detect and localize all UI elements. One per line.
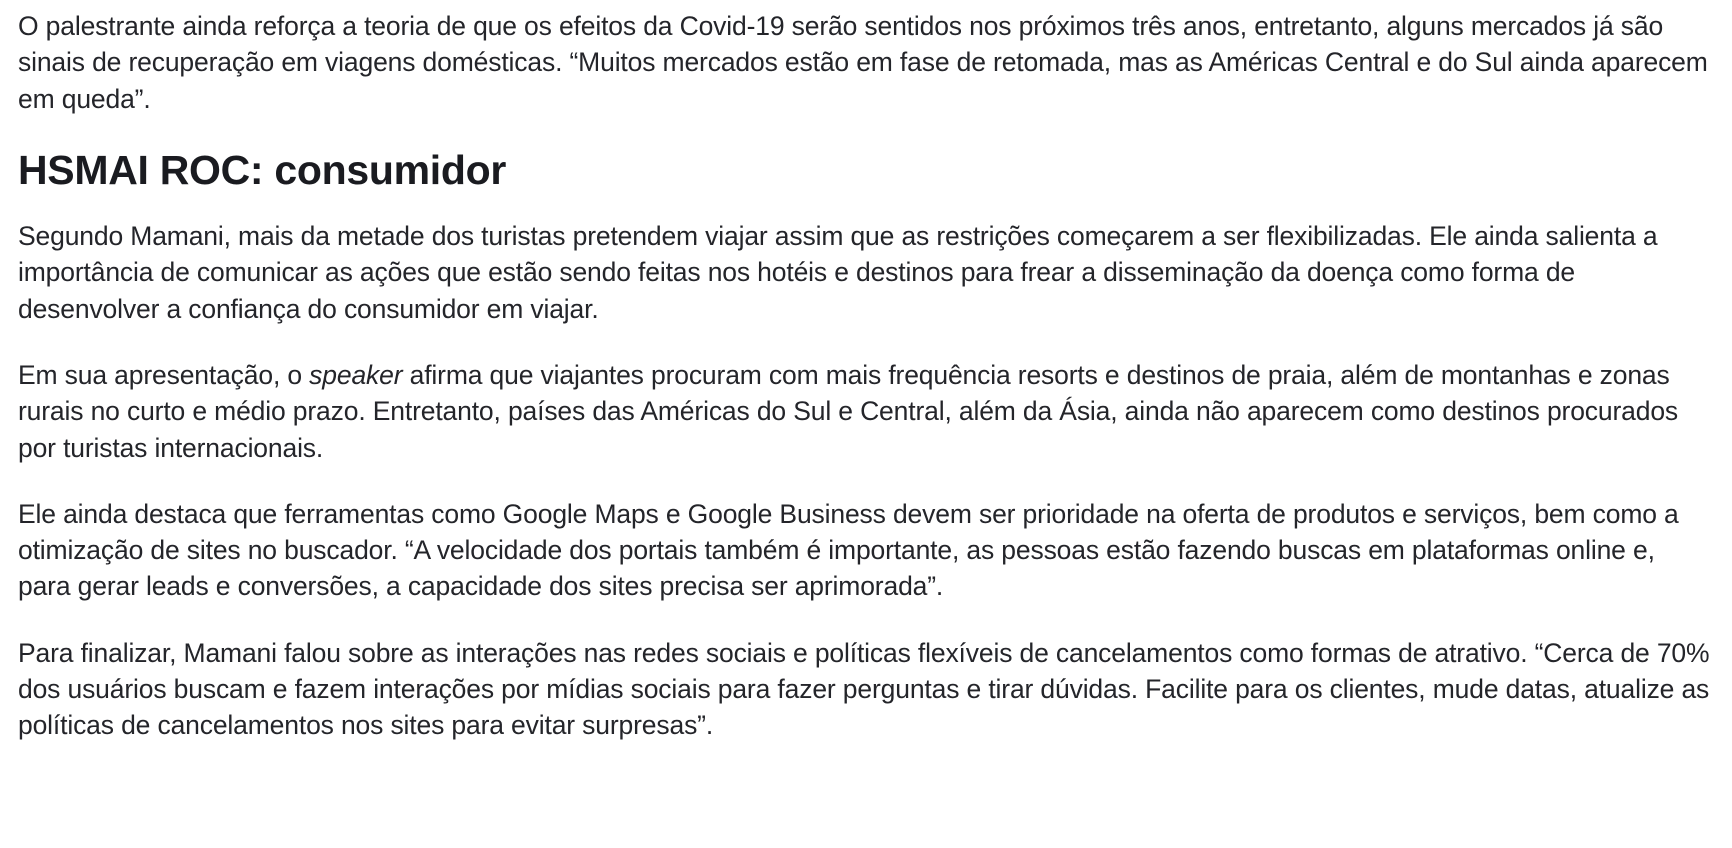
paragraph-speaker-destinations xyxy=(18,357,1710,466)
emphasis-speaker: speaker xyxy=(309,359,403,390)
section-heading-consumidor: HSMAI ROC: consumidor xyxy=(18,146,506,193)
paragraph-intro: O palestrante ainda reforça a teoria de que os efeitos da Covid-19 serão sentidos nos próximos três anos, entretanto, alguns mercados já são sinais de recuperação em viagens domésticas. “Muitos mercados estão em fase de retomada, mas as Américas Central e do Sul ainda aparecem em queda”. xyxy=(18,11,1708,114)
paragraph-social-media: Para finalizar, Mamani falou sobre as interações nas redes sociais e políticas flexíveis de cancelamentos como formas de atrativo. “Cerca de 70% dos usuários buscam e fazem interações por mídias sociais para fazer perguntas e tirar dúvidas. Facilite para os clientes, mude datas, atualize as políticas de cancelamentos nos sites para evitar surpresas”. xyxy=(18,637,1710,741)
paragraph-consumer-intent: Segundo Mamani, mais da metade dos turistas pretendem viajar assim que as restrições começarem a ser flexibilizadas. Ele ainda salienta a importância de comunicar as ações que estão sendo feitas nos hotéis e destinos para frear a disseminação da doença como forma de desenvolver a confiança do consumidor em viajar. xyxy=(18,221,1658,324)
paragraph-google-tools: Ele ainda destaca que ferramentas como Google Maps e Google Business devem ser prioridade na oferta de produtos e serviços, bem como a otimização de sites no buscador. “A velocidade dos portais também é importante, as pessoas estão fazendo buscas em plataformas online e, para gerar leads e conversões, a capacidade dos sites precisa ser aprimorada”. xyxy=(18,498,1679,602)
paragraph-speaker-text-before: Em sua apresentação, o xyxy=(18,359,310,390)
paragraph-speaker-text-after: afirma que viajantes procuram com mais frequência resorts e destinos de praia, além de montanhas e zonas rurais no curto e médio prazo. Entretanto, países das Américas do Sul e Central, além da Ásia, ainda não aparecem como destinos procurados por turistas internacionais. xyxy=(18,359,1679,463)
